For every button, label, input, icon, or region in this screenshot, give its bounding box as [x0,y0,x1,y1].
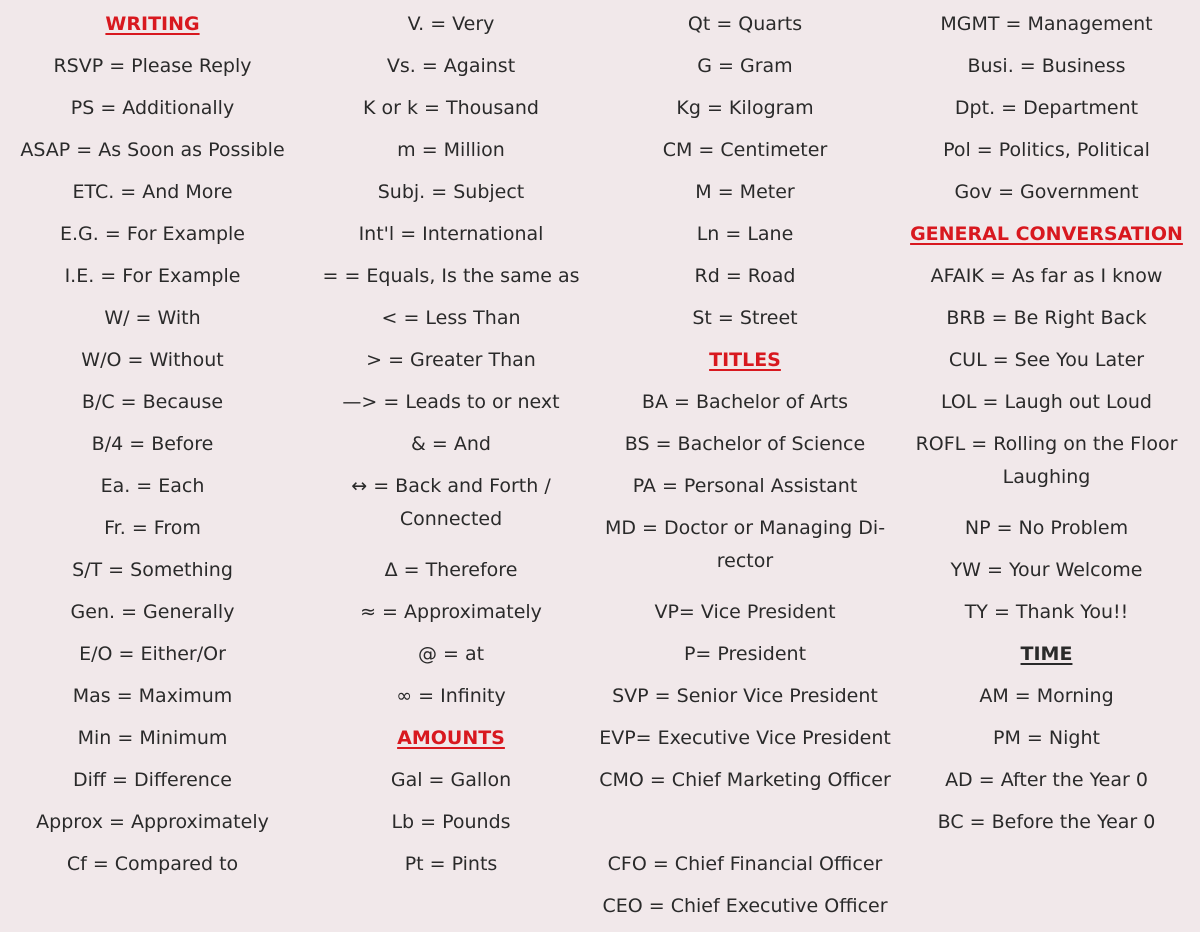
abbreviation-entry: VP= Vice President [654,601,836,623]
abbreviation-entry: PS = Additionally [70,97,235,119]
abbreviation-entry: Cf = Compared to [66,853,239,875]
abbreviation-entry: Kg = Kilogram [676,97,814,119]
abbreviation-entry: Diff = Difference [73,769,232,791]
abbreviation-entry: B/4 = Before [91,433,214,455]
abbreviation-entry: ROFL = Rolling on the Floor Laughing [915,433,1178,488]
abbreviation-entry: AD = After the Year 0 [945,769,1148,791]
abbreviation-entry: Ea. = Each [100,475,205,497]
abbreviation-entry: Int'l = International [358,223,544,245]
abbreviation-entry: BS = Bachelor of Science [624,433,866,455]
section-heading: TIME [1020,643,1073,665]
abbreviation-entry: CEO = Chief Executive Officer [602,895,888,917]
abbreviation-entry: Ln = Lane [696,223,794,245]
abbreviation-entry: Gal = Gallon [390,769,512,791]
abbreviation-entry: NP = No Problem [964,517,1129,539]
abbreviation-entry: m = Million [397,139,505,161]
abbreviation-entry: Gen. = Generally [70,601,235,623]
abbreviation-entry: B/C = Because [81,391,224,413]
abbreviation-entry: ∞ = Infinity [396,685,506,707]
abbreviation-entry: PM = Night [993,727,1100,749]
abbreviation-entry: CUL = See You Later [948,349,1145,371]
abbreviation-entry: W/ = With [104,307,201,329]
abbreviation-entry: LOL = Laugh out Loud [941,391,1152,413]
section-heading: AMOUNTS [397,727,505,749]
abbreviation-entry: Min = Minimum [77,727,228,749]
column-1 [0,0,305,927]
abbreviation-entry: Approx = Approximately [36,811,269,833]
abbreviation-entry: AFAIK = As far as I know [930,265,1163,287]
abbreviation-entry: G = Gram [697,55,793,77]
abbreviation-entry: Gov = Government [954,181,1139,203]
abbreviation-entry: ETC. = And More [72,181,233,203]
abbreviation-entry: MGMT = Management [940,13,1153,35]
abbreviation-entry: AM = Morning [979,685,1114,707]
column-2 [305,0,597,927]
abbreviation-entry: PA = Personal Assistant [632,475,858,497]
abbreviation-entry: W/O = Without [81,349,224,371]
abbreviation-entry: CFO = Chief Financial Officer [607,853,883,875]
abbreviation-entry: Busi. = Business [967,55,1126,77]
abbreviation-entry: @ = at [417,643,485,665]
abbreviation-entry: < = Less Than [381,307,521,329]
abbreviation-entry: CM = Centimeter [662,139,828,161]
abbreviation-entry: CMO = Chief Marketing Officer [599,769,891,791]
abbreviation-entry: Pt = Pints [404,853,498,875]
abbreviation-entry: RSVP = Please Reply [53,55,252,77]
abbreviation-entry: Subj. = Subject [377,181,525,203]
abbreviation-entry: —> = Leads to or next [342,391,560,413]
abbreviation-entry: ≈ = Approximately [360,601,542,623]
abbreviation-entry: S/T = Something [72,559,233,581]
abbreviation-entry: Fr. = From [104,517,201,539]
abbreviation-entry: & = And [411,433,491,455]
abbreviation-entry: EVP= Executive Vice President [599,727,891,749]
abbreviation-entry: Pol = Politics, Political [943,139,1150,161]
abbreviation-entry: M = Meter [695,181,795,203]
abbreviation-entry: Δ = Therefore [384,559,518,581]
abbreviation-entry: St = Street [692,307,798,329]
abbreviation-entry: P= President [683,643,807,665]
abbreviation-entry: Lb = Pounds [391,811,511,833]
abbreviation-entry: MD = Doctor or Managing Di- rector [604,517,886,572]
abbreviation-entry: Vs. = Against [386,55,516,77]
column-3 [597,0,893,927]
abbreviation-entry: Dpt. = Department [954,97,1139,119]
section-heading: GENERAL CONVERSATION [910,223,1183,245]
abbreviation-entry: E/O = Either/Or [79,643,226,665]
abbreviation-entry: BC = Before the Year 0 [937,811,1156,833]
section-heading: TITLES [709,349,781,371]
abbreviation-entry: Qt = Quarts [687,13,803,35]
abbreviation-entry: Rd = Road [694,265,796,287]
abbreviation-entry: V. = Very [407,13,495,35]
abbreviation-entry: K or k = Thousand [363,97,539,119]
abbreviation-entry: TY = Thank You!! [964,601,1129,623]
abbreviation-entry: YW = Your Welcome [950,559,1143,581]
section-heading: WRITING [105,13,200,35]
abbreviation-entry: I.E. = For Example [64,265,241,287]
abbreviation-entry: BA = Bachelor of Arts [641,391,849,413]
abbreviation-entry: Mas = Maximum [72,685,233,707]
abbreviation-entry: BRB = Be Right Back [946,307,1147,329]
abbreviation-entry: ASAP = As Soon as Possible [20,139,285,161]
abbreviation-entry: ↔ = Back and Forth / Connected [351,475,551,530]
abbreviation-entry: E.G. = For Example [60,223,245,245]
abbreviation-entry: > = Greater Than [366,349,536,371]
abbreviation-entry: SVP = Senior Vice President [612,685,878,707]
abbreviation-entry: = = Equals, Is the same as [322,265,580,287]
column-4 [893,0,1200,927]
